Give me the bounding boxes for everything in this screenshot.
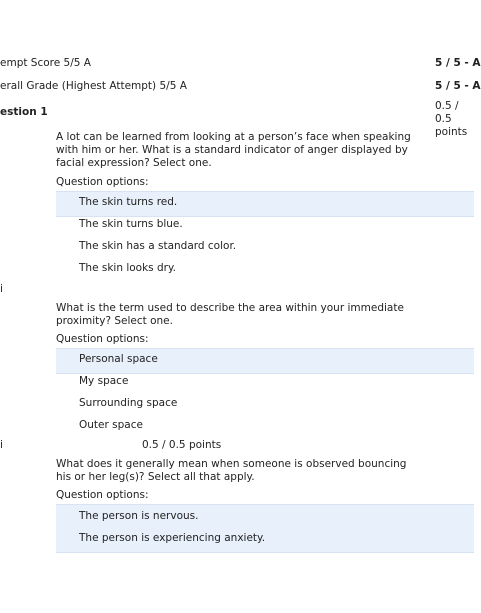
attempt-score-value: 5 / 5 - A xyxy=(435,57,481,69)
question-2-option-4[interactable]: Outer space xyxy=(79,419,143,431)
overall-grade-label: erall Grade (Highest Attempt) 5/5 A xyxy=(0,80,187,92)
question-2-options-label: Question options: xyxy=(56,333,149,345)
question-3-text: What does it generally mean when someone is observed bouncing his or her leg(s)? Select all that apply. xyxy=(56,458,407,483)
question-1-title: estion 1 xyxy=(0,106,48,118)
question-1-option-1[interactable]: The skin turns red. xyxy=(79,196,178,208)
overall-grade-value: 5 / 5 - A xyxy=(435,80,481,92)
question-2-option-2[interactable]: My space xyxy=(79,375,129,387)
question-2-option-3[interactable]: Surrounding space xyxy=(79,397,178,409)
question-2-option-1[interactable]: Personal space xyxy=(79,353,158,365)
attempt-score-label: empt Score 5/5 A xyxy=(0,57,91,69)
question-1-option-4[interactable]: The skin looks dry. xyxy=(79,262,177,274)
question-1-text: A lot can be learned from looking at a person’s face when speaking with him or her. What is a standard indicator of anger displayed by facial expression? Select one. xyxy=(56,131,411,169)
question-1-points: 0.5 / 0.5 points xyxy=(435,100,468,138)
question-3-option-1[interactable]: The person is nervous. xyxy=(79,510,199,522)
question-2-marker: i xyxy=(0,283,3,295)
question-1-option-2[interactable]: The skin turns blue. xyxy=(79,218,183,230)
question-1-options-label: Question options: xyxy=(56,176,149,188)
question-3-options-label: Question options: xyxy=(56,489,149,501)
question-3-marker: i xyxy=(0,439,3,451)
question-2-text: What is the term used to describe the area within your immediate proximity? Select one. xyxy=(56,302,404,327)
question-1-option-3[interactable]: The skin has a standard color. xyxy=(79,240,237,252)
question-3-points: 0.5 / 0.5 points xyxy=(142,439,222,451)
question-3-option-2[interactable]: The person is experiencing anxiety. xyxy=(79,532,266,544)
